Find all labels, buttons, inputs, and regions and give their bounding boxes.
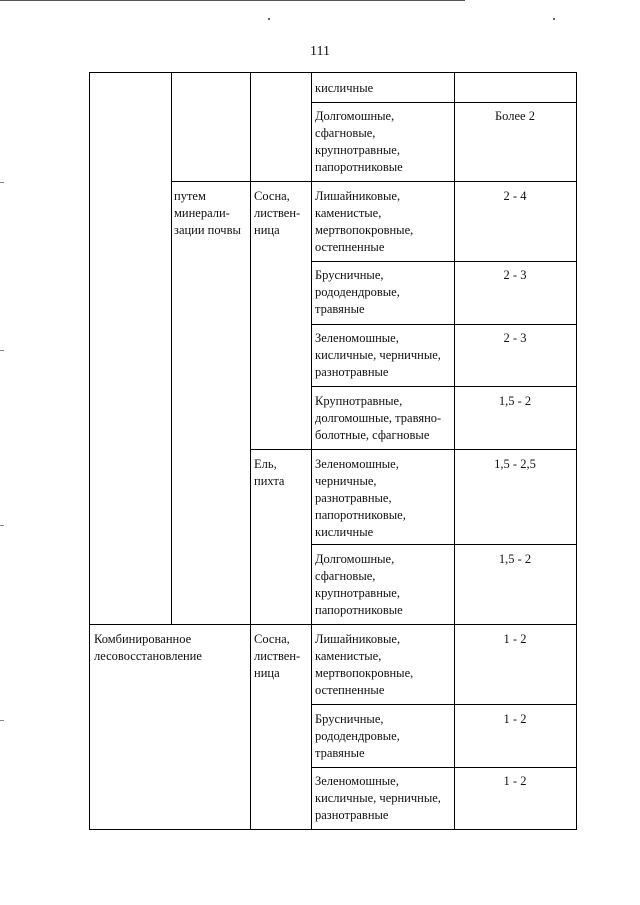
forest-type: Лишайниковые, каменистые, мертвопокровные, остепненные [315, 632, 414, 697]
value-cell: 2 - 3 [503, 331, 527, 345]
row-divider [311, 261, 576, 262]
scan-dot [268, 18, 270, 20]
value-cell: 1 - 2 [503, 712, 527, 726]
scan-dot [553, 18, 555, 20]
forest-regeneration-table [89, 72, 577, 830]
forest-type: Долгомошные, сфагновые, крупнотравные, папоротниковые [315, 552, 403, 617]
scan-mark [0, 182, 4, 183]
value-cell: 1,5 - 2 [498, 394, 532, 408]
scan-mark [0, 525, 4, 526]
species-spruce-fir: Ель, пихта [254, 457, 285, 488]
value-cell: 1 - 2 [503, 632, 527, 646]
row-divider [90, 624, 576, 625]
value-cell: 1,5 - 2 [498, 552, 532, 566]
row-divider [311, 102, 576, 103]
row-divider [250, 449, 576, 450]
row-divider [311, 704, 576, 705]
value-cell: Более 2 [495, 109, 535, 123]
forest-type: Лишайниковые, каменистые, мертвопокровные, остепненные [315, 189, 414, 254]
method-combined: Комбинированное лесовосстановление [94, 632, 202, 663]
col-divider-2 [250, 73, 251, 829]
value-cell: 2 - 4 [503, 189, 527, 203]
forest-type: Зеленомошные, черничные, разнотравные, папоротниковые, кисличные [315, 457, 406, 539]
row-divider [311, 386, 576, 387]
forest-type: Зеленомошные, кисличные, черничные, разнотравные [315, 331, 441, 379]
top-scan-line [0, 0, 465, 1]
col-divider-1 [171, 73, 172, 624]
forest-type: Брусничные, рододендровые, травяные [315, 268, 400, 316]
value-cell: 2 - 3 [503, 268, 527, 282]
forest-type: кисличные [315, 81, 374, 95]
col-divider-3 [311, 73, 312, 829]
forest-type: Брусничные, рододендровые, травяные [315, 712, 400, 760]
value-cell: 1,5 - 2,5 [494, 457, 536, 471]
page-number: 111 [310, 44, 330, 59]
forest-type: Долгомошные, сфагновые, крупнотравные, папоротниковые [315, 109, 403, 174]
forest-type: Крупнотравные, долгомошные, травяно- болотные, сфагновые [315, 394, 442, 442]
method-mineral: путем минерали- зации почвы [174, 189, 241, 237]
row-divider [311, 324, 576, 325]
species-pine-larch: Сосна, листвен- ница [254, 632, 301, 680]
row-divider [171, 181, 576, 182]
scan-mark [0, 350, 4, 351]
row-divider [311, 767, 576, 768]
scan-mark [0, 720, 4, 721]
value-cell: 1 - 2 [503, 774, 527, 788]
species-pine-larch: Сосна, листвен- ница [254, 189, 301, 237]
row-divider [311, 544, 576, 545]
forest-type: Зеленомошные, кисличные, черничные, разнотравные [315, 774, 441, 822]
